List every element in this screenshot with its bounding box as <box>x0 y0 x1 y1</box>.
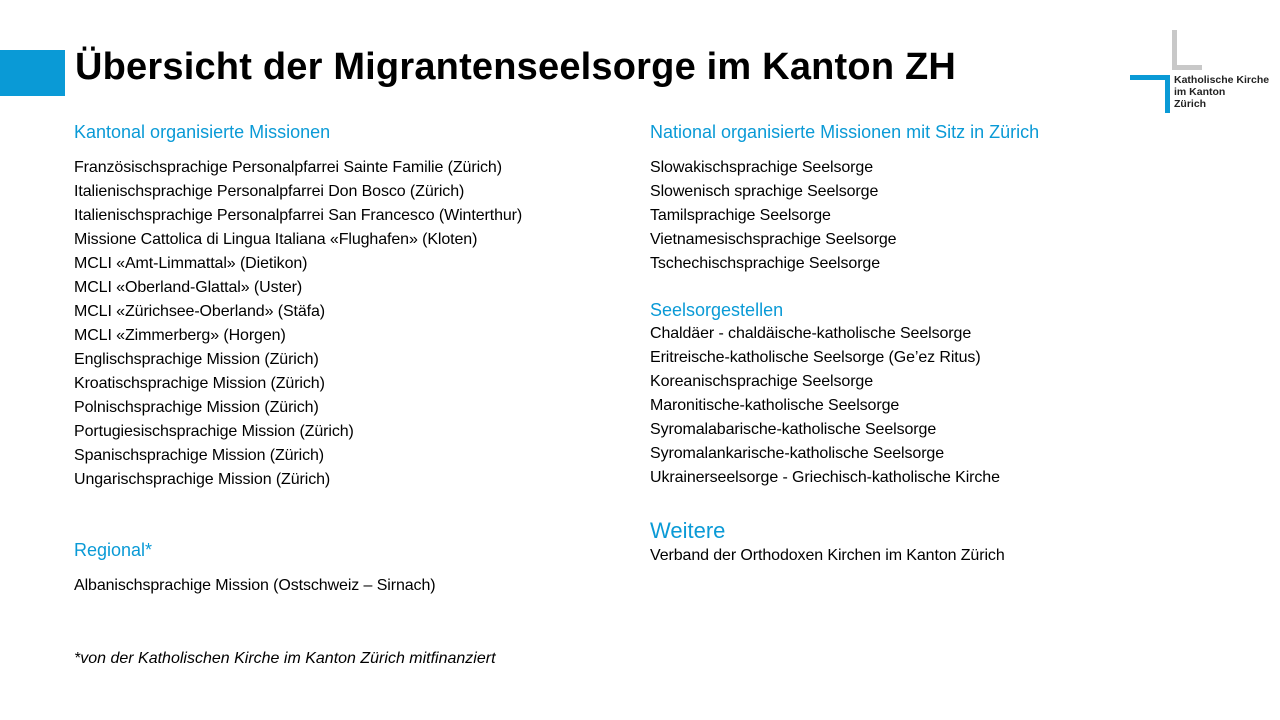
list-item: Tamilsprachige Seelsorge <box>650 207 831 224</box>
left-column <box>74 120 634 598</box>
logo-line: Katholische Kirche <box>1174 74 1270 86</box>
list-item: MCLI «Amt-Limmattal» (Dietikon) <box>74 255 308 272</box>
list-item: Albanischsprachige Mission (Ostschweiz – Sirnach) <box>74 577 436 594</box>
list-item: Syromalankarische-katholische Seelsorge <box>650 445 945 462</box>
list-item: Spanischsprachige Mission (Zürich) <box>74 447 325 464</box>
list-item: Vietnamesischsprachige Seelsorge <box>650 231 897 248</box>
list-item: MCLI «Oberland-Glattal» (Uster) <box>74 279 303 296</box>
list-item: Italienischsprachige Personalpfarrei San Francesco (Winterthur) <box>74 207 523 224</box>
seelsorgestellen-heading: Seelsorgestellen <box>650 300 784 320</box>
regional-heading: Regional* <box>74 540 153 560</box>
regional-list <box>74 574 634 598</box>
list-item: Chaldäer - chaldäische-katholische Seelsorge <box>650 325 972 342</box>
list-item: Koreanischsprachige Seelsorge <box>650 373 874 390</box>
page-title: Übersicht der Migrantenseelsorge im Kanton ZH <box>75 46 957 88</box>
list-item: MCLI «Zimmerberg» (Horgen) <box>74 327 286 344</box>
list-item: Verband der Orthodoxen Kirchen im Kanton Zürich <box>650 547 1005 564</box>
national-heading: National organisierte Missionen mit Sitz in Zürich <box>650 122 1040 142</box>
list-item: Syromalabarische-katholische Seelsorge <box>650 421 937 438</box>
list-item: Englischsprachige Mission (Zürich) <box>74 351 319 368</box>
national-list <box>650 156 1250 276</box>
seelsorgestellen-list <box>650 322 1250 490</box>
logo <box>1130 30 1270 120</box>
title-accent-bar <box>0 50 65 96</box>
list-item: Missione Cattolica di Lingua Italiana «Flughafen» (Kloten) <box>74 231 478 248</box>
kantonal-heading: Kantonal organisierte Missionen <box>74 122 331 142</box>
list-item: Ungarischsprachige Mission (Zürich) <box>74 471 331 488</box>
logo-line: Zürich <box>1174 98 1207 110</box>
list-item: Polnischsprachige Mission (Zürich) <box>74 399 319 416</box>
logo-line: im Kanton <box>1174 86 1226 98</box>
list-item: Maronitische-katholische Seelsorge <box>650 397 900 414</box>
list-item: Französischsprachige Personalpfarrei Sainte Familie (Zürich) <box>74 159 502 176</box>
list-item: Eritreische-katholische Seelsorge (Ge’ez Ritus) <box>650 349 981 366</box>
list-item: MCLI «Zürichsee-Oberland» (Stäfa) <box>74 303 326 320</box>
right-column <box>650 120 1250 568</box>
list-item: Slowenisch sprachige Seelsorge <box>650 183 879 200</box>
weitere-list <box>650 544 1250 568</box>
list-item: Kroatischsprachige Mission (Zürich) <box>74 375 325 392</box>
list-item: Ukrainerseelsorge - Griechisch-katholische Kirche <box>650 469 1000 486</box>
kantonal-list <box>74 156 634 492</box>
footnote: *von der Katholischen Kirche im Kanton Zürich mitfinanziert <box>74 650 496 667</box>
logo-wordmark <box>1174 74 1274 110</box>
list-item: Portugiesischsprachige Mission (Zürich) <box>74 423 354 440</box>
list-item: Slowakischsprachige Seelsorge <box>650 159 873 176</box>
weitere-heading: Weitere <box>650 518 726 543</box>
list-item: Tschechischsprachige Seelsorge <box>650 255 881 272</box>
list-item: Italienischsprachige Personalpfarrei Don Bosco (Zürich) <box>74 183 465 200</box>
